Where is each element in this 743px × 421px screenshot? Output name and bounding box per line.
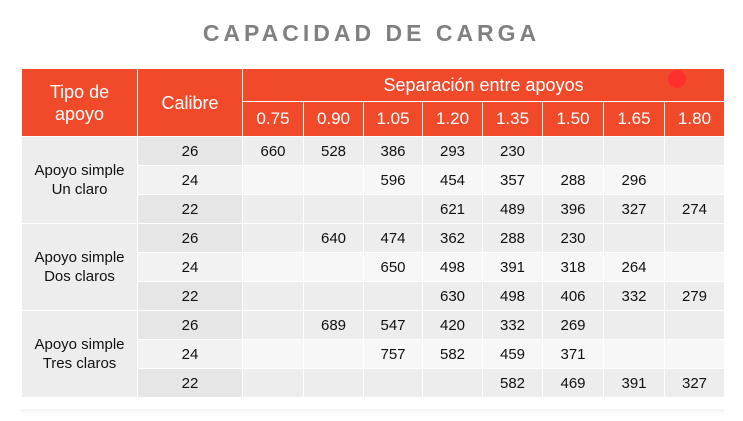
group-label [22, 137, 138, 224]
value-cell [243, 311, 304, 340]
table-row [22, 311, 725, 340]
header-span-7: 1.80 [665, 102, 725, 137]
value-cell: 660 [243, 137, 304, 166]
group-label-line: Apoyo simple [34, 162, 125, 179]
value-cell [243, 253, 304, 282]
value-cell [364, 195, 423, 224]
calibre-cell: 22 [138, 369, 243, 398]
value-cell: 498 [423, 253, 483, 282]
value-cell: 689 [304, 311, 364, 340]
value-cell: 327 [665, 369, 725, 398]
value-cell [364, 369, 423, 398]
calibre-cell: 26 [138, 137, 243, 166]
value-cell: 362 [423, 224, 483, 253]
header-span-2: 1.05 [364, 102, 423, 137]
value-cell: 371 [543, 340, 604, 369]
value-cell [665, 166, 725, 195]
calibre-cell: 26 [138, 311, 243, 340]
value-cell: 474 [364, 224, 423, 253]
value-cell: 621 [423, 195, 483, 224]
value-cell [543, 137, 604, 166]
page-title: CAPACIDAD DE CARGA [202, 20, 541, 46]
group-label-line: Apoyo simple [34, 336, 125, 353]
value-cell: 332 [483, 311, 543, 340]
value-cell: 230 [483, 137, 543, 166]
value-cell [604, 311, 665, 340]
value-cell: 640 [304, 224, 364, 253]
value-cell: 454 [423, 166, 483, 195]
value-cell [423, 369, 483, 398]
value-cell: 264 [604, 253, 665, 282]
value-cell: 650 [364, 253, 423, 282]
load-capacity-table [21, 68, 725, 398]
header-tipo-line2: apoyo [54, 103, 105, 124]
value-cell: 528 [304, 137, 364, 166]
value-cell: 293 [423, 137, 483, 166]
value-cell: 391 [483, 253, 543, 282]
group-label [22, 224, 138, 311]
value-cell [364, 282, 423, 311]
value-cell [243, 166, 304, 195]
red-dot-marker [668, 70, 686, 88]
value-cell: 420 [423, 311, 483, 340]
value-cell: 386 [364, 137, 423, 166]
value-cell: 469 [543, 369, 604, 398]
header-span-6: 1.65 [604, 102, 665, 137]
value-cell [243, 195, 304, 224]
value-cell: 269 [543, 311, 604, 340]
calibre-cell: 26 [138, 224, 243, 253]
header-calibre: Calibre [138, 69, 243, 137]
value-cell: 332 [604, 282, 665, 311]
value-cell: 547 [364, 311, 423, 340]
value-cell: 406 [543, 282, 604, 311]
group-label-line: Un claro [51, 181, 108, 198]
value-cell: 596 [364, 166, 423, 195]
header-tipo-line1: Tipo de [49, 81, 110, 102]
group-label [22, 311, 138, 398]
value-cell: 757 [364, 340, 423, 369]
header-span-1: 0.90 [304, 102, 364, 137]
value-cell: 582 [483, 369, 543, 398]
value-cell [304, 340, 364, 369]
value-cell: 630 [423, 282, 483, 311]
value-cell [304, 369, 364, 398]
calibre-cell: 24 [138, 340, 243, 369]
value-cell [665, 224, 725, 253]
value-cell: 288 [543, 166, 604, 195]
value-cell [243, 224, 304, 253]
value-cell: 391 [604, 369, 665, 398]
value-cell: 318 [543, 253, 604, 282]
calibre-cell: 24 [138, 253, 243, 282]
value-cell [665, 340, 725, 369]
group-label-line: Dos claros [44, 268, 115, 285]
value-cell [604, 340, 665, 369]
value-cell [243, 282, 304, 311]
value-cell: 230 [543, 224, 604, 253]
value-cell: 396 [543, 195, 604, 224]
value-cell [665, 311, 725, 340]
value-cell [304, 253, 364, 282]
value-cell: 288 [483, 224, 543, 253]
value-cell [304, 195, 364, 224]
value-cell: 327 [604, 195, 665, 224]
value-cell [243, 340, 304, 369]
value-cell: 489 [483, 195, 543, 224]
value-cell: 582 [423, 340, 483, 369]
value-cell: 279 [665, 282, 725, 311]
value-cell [665, 137, 725, 166]
value-cell [304, 166, 364, 195]
calibre-cell: 24 [138, 166, 243, 195]
calibre-cell: 22 [138, 282, 243, 311]
value-cell [304, 282, 364, 311]
value-cell: 296 [604, 166, 665, 195]
calibre-cell: 22 [138, 195, 243, 224]
header-span-5: 1.50 [543, 102, 604, 137]
table-shadow [21, 409, 724, 417]
value-cell: 459 [483, 340, 543, 369]
header-span-3: 1.20 [423, 102, 483, 137]
value-cell: 498 [483, 282, 543, 311]
header-span-4: 1.35 [483, 102, 543, 137]
group-label-line: Tres claros [42, 355, 117, 372]
header-tipo-apoyo [22, 69, 138, 137]
header-span-0: 0.75 [243, 102, 304, 137]
value-cell [604, 137, 665, 166]
value-cell [665, 253, 725, 282]
value-cell: 357 [483, 166, 543, 195]
value-cell [243, 369, 304, 398]
value-cell [604, 224, 665, 253]
table-row [22, 224, 725, 253]
value-cell: 274 [665, 195, 725, 224]
table-row [22, 137, 725, 166]
group-label-line: Apoyo simple [34, 249, 125, 266]
header-separacion: Separación entre apoyos [243, 69, 725, 102]
